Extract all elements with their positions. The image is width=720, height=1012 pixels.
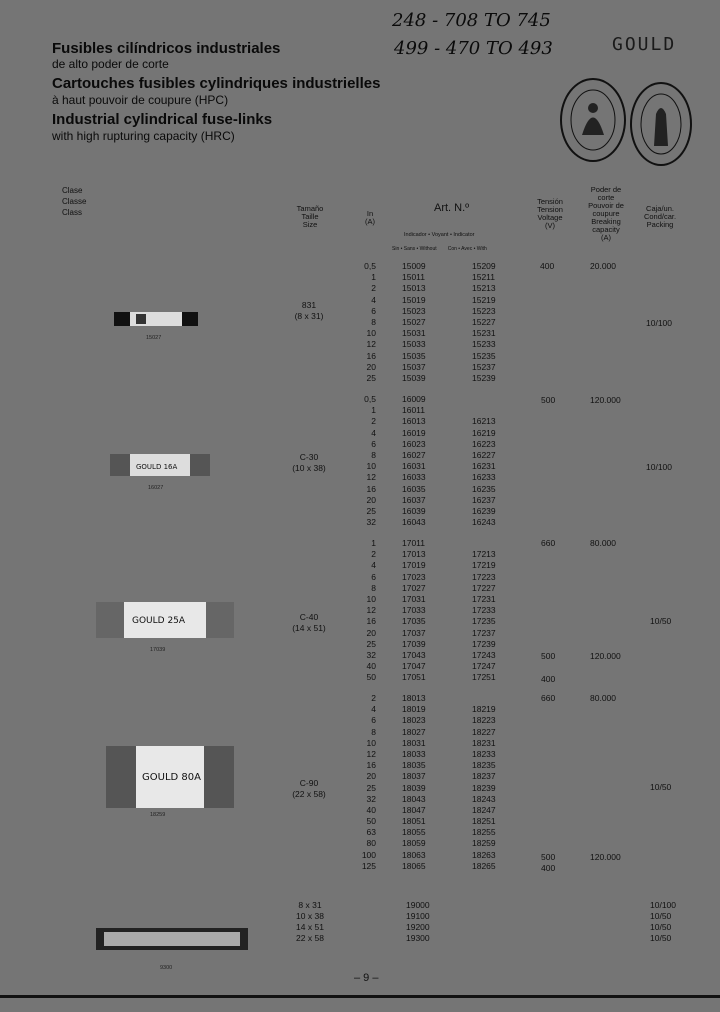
header-packing-fr: Cond/car. [643, 212, 677, 221]
amp-value: 8 [371, 449, 376, 460]
amp-value: 12 [366, 748, 376, 759]
amp-value: 2 [371, 549, 376, 560]
amp-value: 32 [366, 793, 376, 804]
header-breaking-line: (A) [601, 233, 611, 242]
amp-value: 2 [371, 283, 376, 294]
art-number-without-indicator: 16009 [402, 394, 426, 404]
amp-value: 6 [371, 715, 376, 726]
dummy-fuse-image [94, 922, 250, 961]
packing-value: 10/50 [650, 782, 672, 792]
art-number-with-indicator: 15209 [472, 261, 496, 271]
amp-value: 63 [366, 827, 376, 838]
breaking-capacity-value: 20.000 [590, 261, 616, 271]
art-number-with-indicator: 15219 [472, 294, 496, 305]
packing-value: 10/100 [646, 462, 672, 472]
art-number-without-indicator: 15035 [402, 350, 426, 361]
art-number-with-indicator: 18219 [472, 704, 496, 715]
amp-value: 16 [366, 616, 376, 627]
fuse-14x51-icon [92, 598, 238, 642]
voltage-value: 660 [541, 538, 556, 548]
page-number: – 9 – [354, 972, 379, 984]
amp-value: 16 [366, 760, 376, 771]
art-number-with-indicator: 17219 [472, 560, 496, 571]
amp-value: 20 [366, 627, 376, 638]
amp-value: 8 [371, 316, 376, 327]
art-number-without-indicator: 16033 [402, 472, 426, 483]
fuse-size-code: C-90 [299, 778, 319, 788]
header-breaking-line: Pouvoir de [588, 201, 624, 210]
art-number-with-indicator [472, 394, 496, 405]
voltage-value: 400 [540, 261, 555, 271]
class-label: Classe [62, 197, 87, 206]
art-with-column [472, 394, 496, 528]
art-number-with-indicator: 16237 [472, 494, 496, 505]
fuse-caption: 15027 [146, 335, 162, 341]
breaking-capacity-value: 80.000 [590, 538, 616, 548]
voltage-value: 400 [541, 863, 556, 873]
art-number-without-indicator: 18059 [402, 838, 426, 849]
header-size-en: Size [302, 220, 318, 229]
dummy-packing-value: 10/50 [650, 922, 672, 932]
art-number-with-indicator: 17251 [472, 672, 496, 683]
fuse-caption: 9300 [160, 965, 173, 971]
amp-value: 25 [366, 372, 376, 383]
amps-column [354, 261, 376, 384]
header-without-with: Sin • Sans • Without Con • Avec • With [392, 246, 487, 252]
art-number-with-indicator: 16243 [472, 517, 496, 528]
header-indicator: Indicador • Voyant • Indicator [404, 232, 475, 238]
fuse-size [284, 778, 334, 800]
subtitle-es: de alto poder de corte [52, 57, 169, 71]
art-number-with-indicator: 16219 [472, 427, 496, 438]
art-number-without-indicator: 18055 [402, 827, 426, 838]
fuse-label-text: GOULD 80A [142, 772, 201, 783]
voltage-value: 400 [541, 674, 556, 684]
amp-value: 4 [371, 294, 376, 305]
amp-value: 25 [366, 782, 376, 793]
fuse-size-dims: (14 x 51) [292, 623, 326, 633]
amp-value: 10 [366, 593, 376, 604]
header-voltage-en: Voltage [537, 213, 563, 222]
packing-value: 10/50 [650, 616, 672, 626]
art-number-with-indicator: 17231 [472, 593, 496, 604]
voltage-value: 500 [541, 651, 556, 661]
fuse-size-dims: (10 x 38) [292, 463, 326, 473]
art-number-without-indicator: 18039 [402, 782, 426, 793]
art-number-without-indicator: 18013 [402, 693, 426, 703]
fuse-size-code: C-40 [299, 612, 319, 622]
amp-value: 4 [371, 704, 376, 715]
art-number-with-indicator: 17233 [472, 605, 496, 616]
seal-saint-icon [632, 84, 690, 164]
certification-seal-left [560, 78, 626, 162]
amp-value: 2 [371, 416, 376, 427]
amp-value: 6 [371, 571, 376, 582]
art-without-column [402, 693, 426, 872]
art-number-without-indicator: 18033 [402, 748, 426, 759]
breaking-capacity-value: 120.000 [590, 651, 621, 661]
fuse-10x38-icon [106, 450, 214, 480]
handwritten-note-1: 248 - 708 TO 745 [392, 10, 551, 31]
art-number-without-indicator: 18063 [402, 849, 426, 860]
art-with-column [472, 693, 496, 872]
amps-column [354, 394, 376, 528]
amp-value: 1 [371, 538, 376, 548]
art-number-without-indicator: 15031 [402, 328, 426, 339]
amp-value: 8 [371, 582, 376, 593]
art-number-without-indicator: 18037 [402, 771, 426, 782]
art-number-with-indicator [472, 538, 496, 549]
fuse-22x58-icon [100, 742, 240, 812]
title-es: Fusibles cilíndricos industriales [52, 40, 281, 57]
art-number-without-indicator: 15039 [402, 372, 426, 383]
voltage-value: 660 [541, 693, 556, 703]
art-number-without-indicator: 17037 [402, 627, 426, 638]
art-number-without-indicator: 17043 [402, 649, 426, 660]
art-number-with-indicator: 16227 [472, 449, 496, 460]
art-number-with-indicator: 17237 [472, 627, 496, 638]
art-number-without-indicator: 18019 [402, 704, 426, 715]
art-number-with-indicator: 16213 [472, 416, 496, 427]
header-voltage-es: Tensión [537, 197, 563, 206]
seal-figure-icon [562, 80, 624, 160]
header-voltage-unit: (V) [545, 221, 555, 230]
amp-value: 125 [361, 860, 376, 871]
art-number-without-indicator: 16031 [402, 461, 426, 472]
header-breaking-line: capacity [592, 225, 620, 234]
fuse-size [284, 612, 334, 634]
fuse-size [284, 452, 334, 474]
art-number-with-indicator [472, 693, 496, 704]
amp-value: 0,5 [364, 394, 376, 404]
handwritten-note-2: 499 - 470 TO 493 [394, 38, 553, 59]
amp-value: 32 [366, 517, 376, 528]
art-number-with-indicator: 18227 [472, 726, 496, 737]
art-number-with-indicator: 17243 [472, 649, 496, 660]
art-number-with-indicator: 16235 [472, 483, 496, 494]
art-number-with-indicator: 17227 [472, 582, 496, 593]
art-number-without-indicator: 18047 [402, 804, 426, 815]
dummy-size: 22 x 58 [296, 933, 324, 943]
art-with-column [472, 261, 496, 384]
amp-value: 4 [371, 560, 376, 571]
amps-column [354, 693, 376, 872]
class-label: Clase [62, 186, 83, 195]
header-packing-es: Caja/un. [646, 204, 674, 213]
art-number-with-indicator: 18263 [472, 849, 496, 860]
art-number-with-indicator: 18233 [472, 748, 496, 759]
header-breaking-line: Breaking [591, 217, 621, 226]
art-number-without-indicator: 16039 [402, 505, 426, 516]
amps-column [354, 538, 376, 683]
dummy-art: 19100 [406, 911, 430, 921]
art-number-without-indicator: 16019 [402, 427, 426, 438]
amp-value: 20 [366, 494, 376, 505]
art-number-with-indicator: 17235 [472, 616, 496, 627]
amp-value: 25 [366, 505, 376, 516]
header-size-es: Tamaño [296, 204, 324, 213]
dummy-packing-value: 10/50 [650, 911, 672, 921]
header-breaking-line: coupure [592, 209, 620, 218]
dummy-packing-value: 10/100 [650, 900, 676, 910]
breaking-capacity-value: 120.000 [590, 395, 621, 405]
fuse-label-text: GOULD 25A [132, 616, 186, 626]
fuse-caption: 16027 [148, 485, 164, 491]
amp-value: 2 [371, 693, 376, 703]
amp-value: 12 [366, 472, 376, 483]
art-number-with-indicator: 18247 [472, 804, 496, 815]
dummy-art: 19300 [406, 933, 430, 943]
amp-value: 16 [366, 350, 376, 361]
art-number-without-indicator: 17031 [402, 593, 426, 604]
packing-value: 10/100 [646, 318, 672, 328]
amp-value: 4 [371, 427, 376, 438]
dummy-packing [650, 900, 676, 944]
subtitle-en: with high rupturing capacity (HRC) [52, 129, 235, 143]
header-voltage-fr: Tension [537, 205, 563, 214]
amp-value: 20 [366, 771, 376, 782]
amp-value: 8 [371, 726, 376, 737]
breaking-capacity-value: 80.000 [590, 693, 616, 703]
art-number-without-indicator: 15019 [402, 294, 426, 305]
art-number-with-indicator: 18265 [472, 860, 496, 871]
amp-value: 0,5 [364, 261, 376, 271]
certification-seal-right [630, 82, 692, 166]
art-number-with-indicator: 18243 [472, 793, 496, 804]
dummy-size: 8 x 31 [298, 900, 322, 910]
art-number-without-indicator: 16013 [402, 416, 426, 427]
fuse-size-code: 831 [301, 300, 317, 310]
art-number-with-indicator: 18231 [472, 737, 496, 748]
amp-value: 40 [366, 661, 376, 672]
fuse-size-code: C-30 [299, 452, 319, 462]
fuse-caption: 17039 [150, 647, 166, 653]
dummy-fuse-icon [94, 922, 250, 956]
header-size [290, 205, 330, 229]
art-number-with-indicator: 15237 [472, 361, 496, 372]
art-number-with-indicator: 17239 [472, 638, 496, 649]
art-number-without-indicator: 17023 [402, 571, 426, 582]
art-number-without-indicator: 17027 [402, 582, 426, 593]
art-number-without-indicator: 15013 [402, 283, 426, 294]
voltage-value: 500 [541, 852, 556, 862]
amp-value: 10 [366, 328, 376, 339]
art-number-without-indicator: 15023 [402, 305, 426, 316]
art-number-without-indicator: 17013 [402, 549, 426, 560]
title-fr: Cartouches fusibles cylindriques industrielles [52, 75, 381, 92]
header-packing-en: Packing [646, 220, 674, 229]
fuse-caption: 18259 [150, 812, 166, 818]
amp-value: 12 [366, 605, 376, 616]
amp-value: 50 [366, 672, 376, 683]
art-number-without-indicator: 15027 [402, 316, 426, 327]
art-number-with-indicator: 17213 [472, 549, 496, 560]
art-number-with-indicator: 15239 [472, 372, 496, 383]
art-number-with-indicator: 18235 [472, 760, 496, 771]
header-art-number: Art. N.º [434, 202, 470, 214]
art-number-with-indicator: 16233 [472, 472, 496, 483]
art-number-with-indicator: 15211 [472, 272, 496, 283]
art-number-with-indicator: 18223 [472, 715, 496, 726]
header-breaking-capacity [584, 186, 628, 242]
amp-value: 10 [366, 461, 376, 472]
art-number-with-indicator: 18237 [472, 771, 496, 782]
art-number-with-indicator: 18259 [472, 838, 496, 849]
fuse-size-dims: (8 x 31) [294, 311, 324, 321]
art-number-without-indicator: 17051 [402, 672, 426, 683]
art-number-with-indicator: 18239 [472, 782, 496, 793]
amp-value: 6 [371, 438, 376, 449]
dummy-arts [406, 900, 430, 944]
art-number-without-indicator: 17011 [402, 538, 426, 548]
amp-value: 1 [371, 272, 376, 283]
amp-value: 25 [366, 638, 376, 649]
art-number-with-indicator: 15227 [472, 316, 496, 327]
class-label: Class [62, 208, 83, 217]
amp-value: 1 [371, 405, 376, 416]
amp-value: 16 [366, 483, 376, 494]
fuse-size [284, 300, 334, 322]
fuse-image-8x31 [108, 308, 204, 335]
dummy-art: 19000 [406, 900, 430, 910]
art-number-without-indicator: 18065 [402, 860, 426, 871]
art-number-with-indicator: 18255 [472, 827, 496, 838]
art-with-column [472, 538, 496, 683]
subtitle-fr: à haut pouvoir de coupure (HPC) [52, 93, 229, 107]
amp-value: 80 [366, 838, 376, 849]
header-voltage [530, 198, 570, 230]
art-number-without-indicator: 16027 [402, 449, 426, 460]
header-in [362, 210, 378, 226]
art-number-with-indicator: 15213 [472, 283, 496, 294]
dummy-packing-value: 10/50 [650, 933, 672, 943]
fuse-image-10x38 [106, 450, 214, 485]
art-number-with-indicator [472, 405, 496, 416]
fuse-image-14x51 [92, 598, 238, 647]
art-number-with-indicator: 15233 [472, 339, 496, 350]
amp-value: 20 [366, 361, 376, 372]
fuse-8x31-icon [108, 308, 204, 330]
amp-value: 12 [366, 339, 376, 350]
art-number-without-indicator: 16023 [402, 438, 426, 449]
fuse-label-text: GOULD 16A [136, 463, 178, 471]
amp-value: 50 [366, 816, 376, 827]
art-number-without-indicator: 16037 [402, 494, 426, 505]
art-number-without-indicator: 17047 [402, 661, 426, 672]
art-number-with-indicator: 16239 [472, 505, 496, 516]
art-number-with-indicator: 17223 [472, 571, 496, 582]
dummy-sizes [280, 900, 340, 944]
art-number-with-indicator: 18251 [472, 816, 496, 827]
amp-value: 40 [366, 804, 376, 815]
art-number-without-indicator: 15011 [402, 272, 426, 283]
header-breaking-line: Poder de [590, 185, 622, 194]
art-number-without-indicator: 15009 [402, 261, 426, 271]
art-number-without-indicator: 18027 [402, 726, 426, 737]
art-number-without-indicator: 15033 [402, 339, 426, 350]
amp-value: 10 [366, 737, 376, 748]
page-bottom-rule [0, 995, 720, 998]
art-number-with-indicator: 16231 [472, 461, 496, 472]
breaking-capacity-value: 120.000 [590, 852, 621, 862]
class-label-block [62, 185, 86, 218]
art-number-without-indicator: 17035 [402, 616, 426, 627]
art-number-without-indicator: 18031 [402, 737, 426, 748]
header-breaking-line: corte [597, 193, 615, 202]
art-number-without-indicator: 17039 [402, 638, 426, 649]
title-en: Industrial cylindrical fuse-links [52, 111, 273, 128]
art-number-without-indicator: 18035 [402, 760, 426, 771]
art-number-without-indicator: 16011 [402, 405, 426, 416]
art-number-without-indicator: 16035 [402, 483, 426, 494]
art-number-without-indicator: 18023 [402, 715, 426, 726]
art-without-column [402, 394, 426, 528]
art-number-with-indicator: 15231 [472, 328, 496, 339]
dummy-size: 10 x 38 [296, 911, 324, 921]
amp-value: 6 [371, 305, 376, 316]
art-without-column [402, 538, 426, 683]
art-number-without-indicator: 18043 [402, 793, 426, 804]
amp-value: 100 [361, 849, 376, 860]
art-number-with-indicator: 15223 [472, 305, 496, 316]
header-in-unit: (A) [365, 217, 375, 226]
art-number-without-indicator: 18051 [402, 816, 426, 827]
dummy-art: 19200 [406, 922, 430, 932]
art-number-without-indicator: 17019 [402, 560, 426, 571]
art-number-with-indicator: 15235 [472, 350, 496, 361]
art-number-with-indicator: 17247 [472, 661, 496, 672]
art-number-with-indicator: 16223 [472, 438, 496, 449]
header-size-fr: Taille [301, 212, 319, 221]
art-number-without-indicator: 17033 [402, 605, 426, 616]
art-without-column [402, 261, 426, 384]
art-number-without-indicator: 16043 [402, 517, 426, 528]
fuse-size-dims: (22 x 58) [292, 789, 326, 799]
dummy-size: 14 x 51 [296, 922, 324, 932]
art-number-without-indicator: 15037 [402, 361, 426, 372]
header-in-label: In [366, 209, 374, 218]
fuse-image-22x58 [100, 742, 240, 817]
brand-logo: GOULD [612, 34, 677, 55]
voltage-value: 500 [541, 395, 556, 405]
header-packing [638, 205, 682, 229]
amp-value: 32 [366, 649, 376, 660]
